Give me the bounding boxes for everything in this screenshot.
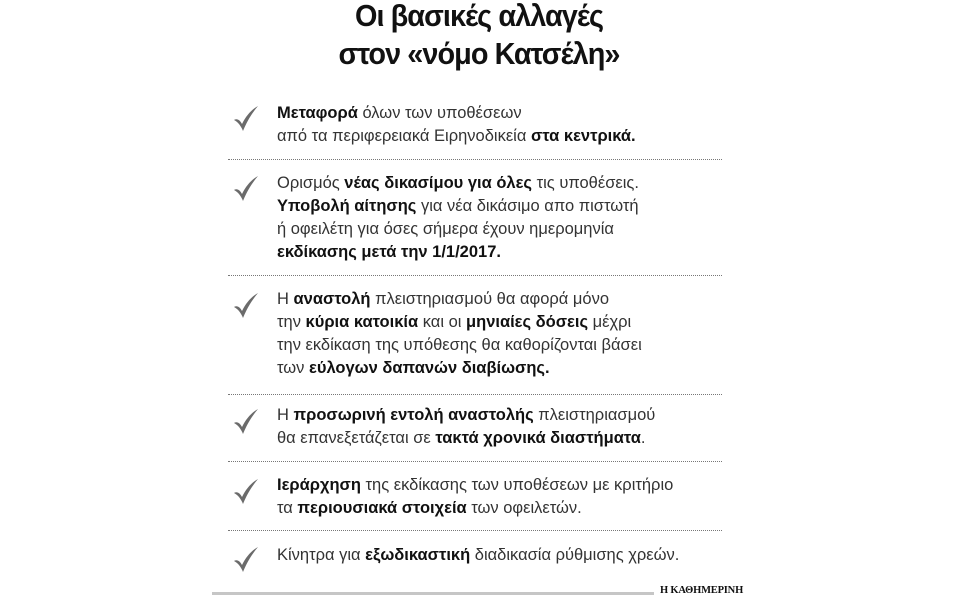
title-line-1: Οι βασικές αλλαγές (354, 0, 604, 33)
item-text (277, 404, 737, 450)
bold-phrase: Ιεράρχηση (277, 476, 361, 494)
dotted-separator (228, 461, 722, 462)
text-phrase: τα (277, 499, 298, 517)
item-line (277, 218, 737, 241)
bold-phrase: νέας δικασίμου για όλες (344, 174, 533, 192)
item-line (277, 102, 737, 125)
text-phrase: πλειστηριασμού (533, 406, 656, 424)
item-line (277, 311, 737, 334)
bold-phrase: αναστολή (293, 290, 371, 308)
check-icon (232, 292, 260, 320)
text-phrase: μέχρι (588, 313, 632, 331)
bold-phrase: περιουσιακά στοιχεία (297, 499, 467, 517)
text-phrase: Η (277, 406, 294, 424)
item-line (277, 195, 737, 218)
text-phrase: για νέα δικάσιμο απο πιστωτή (416, 197, 639, 215)
text-phrase: πλειστηριασμού θα αφορά μόνο (370, 290, 610, 308)
item-line (277, 125, 737, 148)
text-phrase: και οι (418, 313, 467, 331)
check-icon (232, 105, 260, 133)
item-line (277, 427, 737, 450)
bottom-rule (212, 592, 654, 595)
text-phrase: τις υποθέσεις. (532, 174, 639, 192)
text-phrase: των (277, 359, 310, 377)
dotted-separator (228, 530, 722, 531)
text-phrase: των οφειλετών. (466, 499, 582, 517)
bold-phrase: μηνιαίες δόσεις (466, 313, 589, 331)
check-icon (232, 408, 260, 436)
text-phrase: Η (277, 290, 294, 308)
text-phrase: Κίνητρα για (277, 546, 366, 564)
dotted-separator (228, 394, 722, 395)
item-line (277, 497, 737, 520)
item-text (277, 474, 737, 520)
item-text (277, 172, 737, 264)
dotted-separator (228, 275, 722, 276)
text-phrase: θα επανεξετάζεται σε (277, 429, 436, 447)
text-phrase: την (277, 313, 306, 331)
bold-phrase: στα κεντρικά. (530, 127, 636, 145)
bold-phrase: προσωρινή εντολή αναστολής (293, 406, 534, 424)
publisher-brand: Η ΚΑΘΗΜΕΡΙΝΗ (660, 585, 744, 596)
item-text (277, 544, 737, 567)
check-icon (232, 546, 260, 574)
bold-phrase: εξωδικαστική (365, 546, 471, 564)
check-icon (232, 175, 260, 203)
bold-phrase: κύρια κατοικία (305, 313, 419, 331)
bold-phrase: εύλογων δαπανών διαβίωσης. (309, 359, 550, 377)
text-phrase: ή οφειλέτη για όσες σήμερα έχουν ημερομηνία (277, 220, 614, 238)
bold-phrase: Μεταφορά (277, 104, 358, 122)
item-line (277, 334, 737, 357)
item-line (277, 172, 737, 195)
text-phrase: Ορισμός (277, 174, 345, 192)
bold-phrase: Υποβολή αίτησης (277, 197, 417, 215)
item-line (277, 241, 737, 264)
bold-phrase: τακτά χρονικά διαστήματα (435, 429, 641, 447)
text-phrase: της εκδίκασης των υποθέσεων με κριτήριο (360, 476, 674, 494)
text-phrase: . (640, 429, 646, 447)
text-phrase: την εκδίκαση της υπόθεσης θα καθορίζονται βάσει (277, 336, 642, 354)
text-phrase: διαδικασία ρύθμισης χρεών. (470, 546, 680, 564)
title-line-2: στον «νόμο Κατσέλη» (338, 36, 620, 71)
item-line (277, 544, 737, 567)
item-text (277, 102, 737, 148)
dotted-separator (228, 159, 722, 160)
text-phrase: από τα περιφερειακά Ειρηνοδικεία (277, 127, 531, 145)
item-line (277, 357, 737, 380)
item-line (277, 404, 737, 427)
bold-phrase: εκδίκασης μετά την 1/1/2017. (277, 243, 501, 261)
item-line (277, 474, 737, 497)
check-icon (232, 478, 260, 506)
item-line (277, 288, 737, 311)
item-text (277, 288, 737, 380)
text-phrase: όλων των υποθέσεων (357, 104, 522, 122)
